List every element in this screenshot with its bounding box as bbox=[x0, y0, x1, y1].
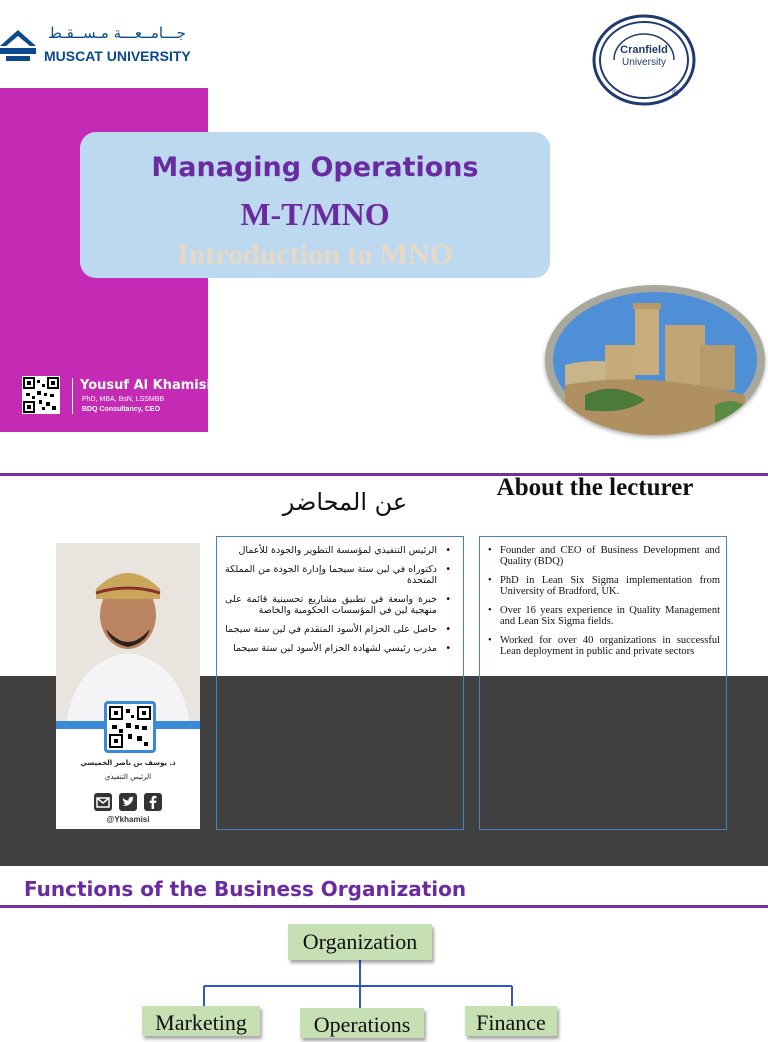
card-role: الرئيس التنفيذي bbox=[104, 773, 152, 781]
partner-subtitle: University bbox=[622, 57, 666, 68]
qr-code-icon bbox=[104, 701, 156, 753]
fort-photo bbox=[545, 285, 765, 435]
bio-arabic-item: • دكتوراه في لين ستة سيجما وإدارة الجودة من المملكة المتحدة bbox=[225, 564, 451, 586]
partner-name: Cranfield bbox=[620, 44, 668, 56]
lecturer-slide bbox=[0, 440, 768, 866]
bio-english-box bbox=[479, 536, 727, 830]
lecturer-photo bbox=[56, 543, 200, 723]
bio-english-item: • Worked for over 40 organizations in successful Lean deployment in public and private sectors bbox=[486, 635, 720, 657]
slide-subtitle: Introduction to MNO bbox=[176, 238, 454, 271]
social-handle: @Ykhamisi bbox=[106, 815, 150, 824]
university-name-arabic: جـــامــعـــة مـســقـط bbox=[48, 24, 186, 42]
heading-english: About the lecturer bbox=[496, 474, 694, 501]
bio-arabic-item: • مدرب رئيسي لشهادة الحزام الأسود لين ستة سيجما bbox=[225, 643, 451, 654]
slide-title: Managing Operations bbox=[151, 152, 479, 183]
presenter-divider bbox=[72, 378, 73, 414]
slide-title: Functions of the Business Organization bbox=[24, 877, 467, 901]
card-name: د. يوسف بن ناصر الخميسي bbox=[80, 759, 176, 767]
qr-code-icon bbox=[22, 376, 60, 414]
functions-slide bbox=[0, 866, 768, 1037]
email-icon bbox=[94, 793, 112, 811]
registered-mark: ® bbox=[672, 88, 679, 98]
lecturer-card bbox=[56, 543, 200, 829]
heading-arabic: عن المحاضر bbox=[282, 488, 408, 516]
twitter-icon bbox=[119, 793, 137, 811]
university-name: MUSCAT UNIVERSITY bbox=[44, 48, 191, 64]
org-root-node: Organization bbox=[288, 924, 432, 960]
course-code: M-T/MNO bbox=[240, 196, 390, 232]
org-node-operations: Operations bbox=[300, 1008, 424, 1038]
bio-arabic-box bbox=[216, 536, 464, 830]
presenter-name: Yousuf Al Khamisi bbox=[80, 378, 211, 393]
org-node-finance: Finance bbox=[465, 1006, 557, 1036]
facebook-icon bbox=[144, 793, 162, 811]
org-node-marketing: Marketing bbox=[142, 1006, 260, 1036]
bio-english-item: • Over 16 years experience in Quality Management and Lean Six Sigma fields. bbox=[486, 605, 720, 627]
title-slide bbox=[0, 0, 768, 440]
bio-arabic-list bbox=[225, 545, 451, 662]
title-box bbox=[80, 132, 550, 278]
bio-arabic-item: • الرئيس التنفيذي لمؤسسة التطوير والجودة للأعمال bbox=[225, 545, 451, 556]
presenter-credentials: PhD, MBA, BsN, LSSMBB bbox=[82, 396, 165, 403]
presenter-role: BDQ Consultancy, CEO bbox=[82, 406, 161, 413]
bio-english-list bbox=[486, 545, 720, 665]
bio-english-item: • PhD in Lean Six Sigma implementation from University of Bradford, UK. bbox=[486, 575, 720, 597]
muscat-university-emblem-icon bbox=[0, 26, 36, 62]
bio-arabic-item: • حاصل على الحزام الأسود المتقدم في لين ستة سيجما bbox=[225, 624, 451, 635]
bio-arabic-item: • خبرة واسعة في تطبيق مشاريع تحسينية قائمة على منهجية لين في المؤسسات الحكومية والخاصة bbox=[225, 594, 451, 616]
bio-english-item: • Founder and CEO of Business Development and Quality (BDQ) bbox=[486, 545, 720, 567]
